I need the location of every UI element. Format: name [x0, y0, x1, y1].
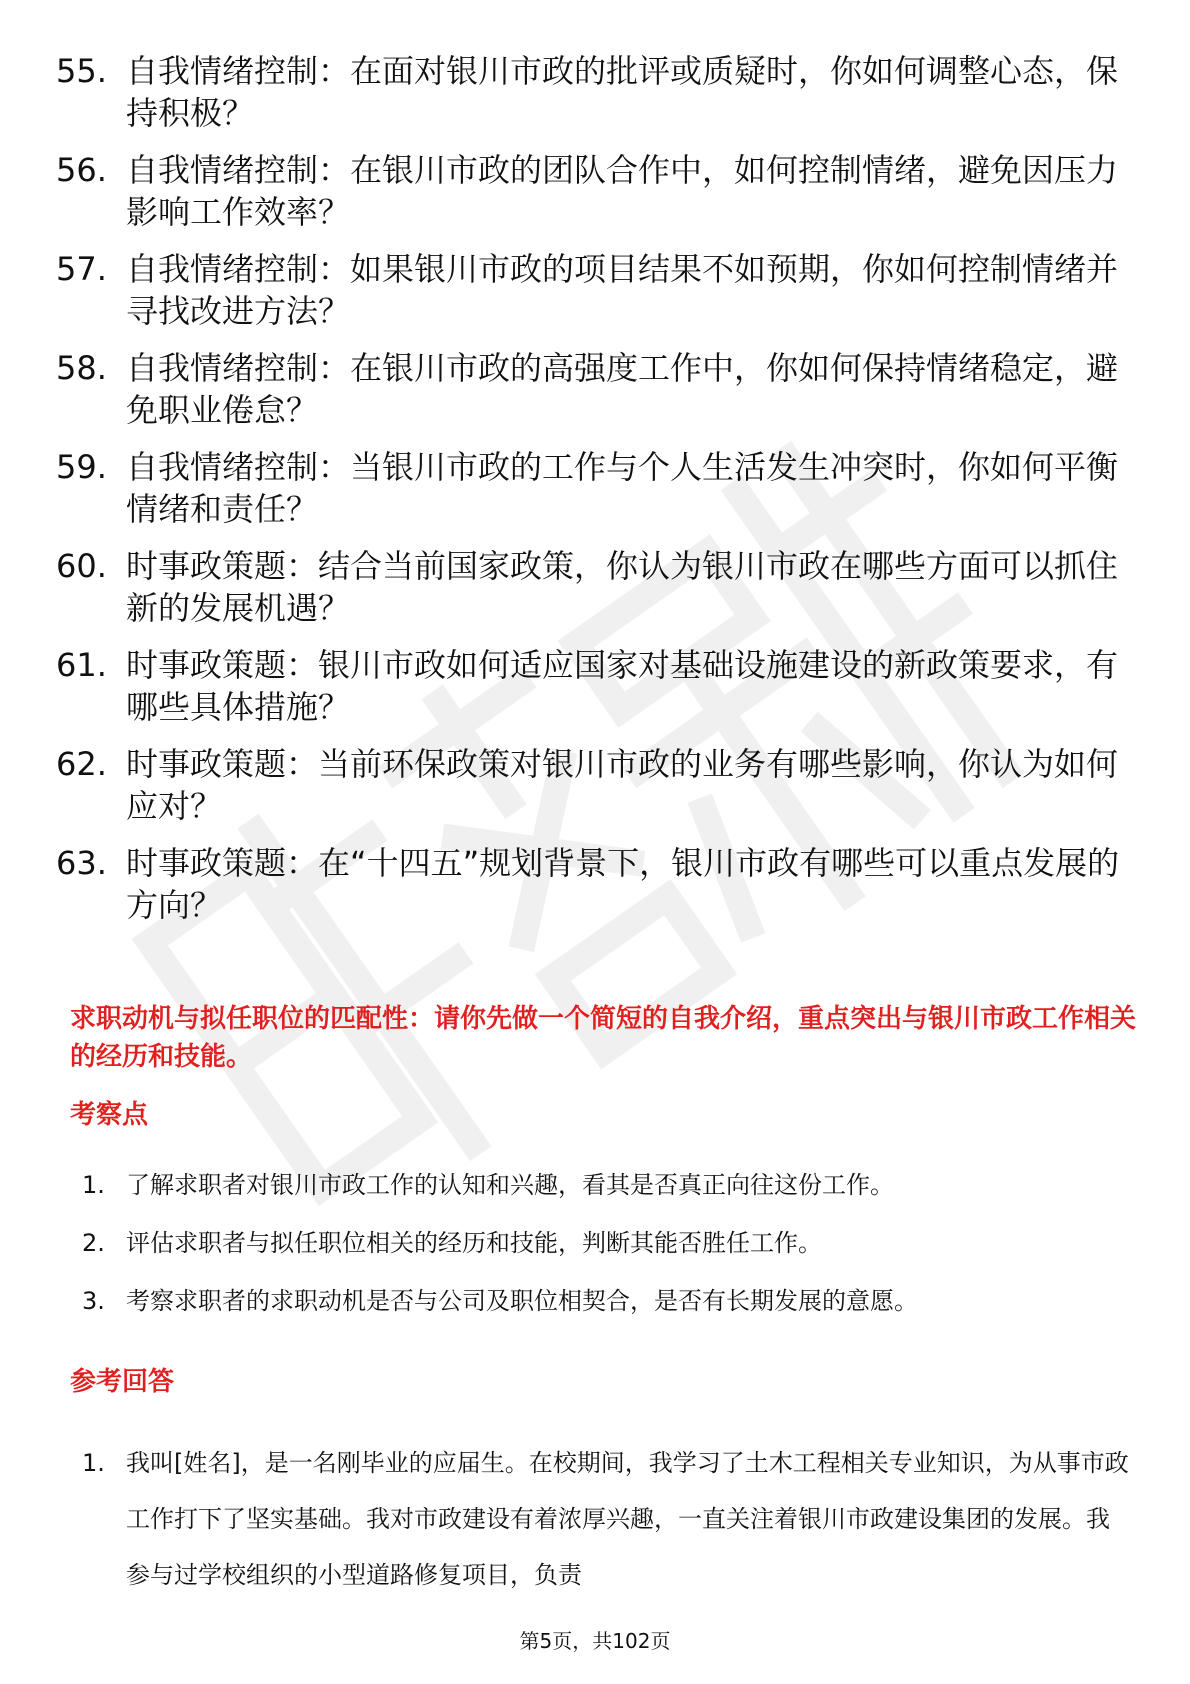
- list-item: [56, 644, 1136, 728]
- list-item: [82, 1226, 1132, 1260]
- item-number: 57.: [56, 250, 107, 288]
- item-number: 1.: [82, 1449, 105, 1477]
- item-text: 时事政策题：结合当前国家政策，你认为银川市政在哪些方面可以抓住新的发展机遇？: [126, 547, 1119, 627]
- item-text: 我叫[姓名]，是一名刚毕业的应届生。在校期间，我学习了土木工程相关专业知识，为从事市政工作打下了坚实基础。我对市政建设有着浓厚兴趣，一直关注着银川市政建设集团的发展。我参与过学校组织的小型道路修复项目，负责: [126, 1449, 1129, 1589]
- list-item: [56, 347, 1136, 431]
- page-footer: 第5页，共102页: [519, 1629, 671, 1653]
- list-item: [56, 842, 1136, 926]
- list-item: [82, 1168, 1132, 1202]
- item-number: 1.: [82, 1171, 105, 1199]
- item-text: 自我情绪控制：在面对银川市政的批评或质疑时，你如何调整心态，保持积极？: [126, 52, 1119, 132]
- section-title: 求职动机与拟任职位的匹配性：请你先做一个简短的自我介绍，重点突出与银川市政工作相关的经历和技能。: [70, 1004, 1137, 1072]
- item-number: 56.: [56, 151, 107, 189]
- list-item: [56, 545, 1136, 629]
- item-number: 59.: [56, 448, 107, 486]
- question-list: [56, 50, 1136, 941]
- item-text: 自我情绪控制：当银川市政的工作与个人生活发生冲突时，你如何平衡情绪和责任？: [126, 448, 1119, 528]
- item-number: 62.: [56, 745, 107, 783]
- item-number: 55.: [56, 52, 107, 90]
- item-text: 时事政策题：银川市政如何适应国家对基础设施建设的新政策要求，有哪些具体措施？: [126, 646, 1119, 726]
- answer-heading: 参考回答: [70, 1367, 175, 1397]
- item-text: 考察求职者的求职动机是否与公司及职位相契合，是否有长期发展的意愿。: [126, 1287, 918, 1315]
- examine-points-list: [82, 1168, 1132, 1342]
- list-item: [56, 50, 1136, 134]
- item-text: 时事政策题：当前环保政策对银川市政的业务有哪些影响，你认为如何应对？: [126, 745, 1119, 825]
- list-item: [82, 1284, 1132, 1318]
- item-number: 2.: [82, 1229, 105, 1257]
- list-item: [56, 743, 1136, 827]
- item-text: 评估求职者与拟任职位相关的经历和技能，判断其能否胜任工作。: [126, 1229, 822, 1257]
- list-item: [82, 1435, 1132, 1603]
- examine-heading: 考察点: [70, 1100, 149, 1130]
- answer-list: [82, 1435, 1132, 1603]
- item-text: 自我情绪控制：如果银川市政的项目结果不如预期，你如何控制情绪并寻找改进方法？: [126, 250, 1119, 330]
- item-text: 自我情绪控制：在银川市政的团队合作中，如何控制情绪，避免因压力影响工作效率？: [126, 151, 1119, 231]
- item-number: 63.: [56, 844, 107, 882]
- item-text: 自我情绪控制：在银川市政的高强度工作中，你如何保持情绪稳定，避免职业倦怠？: [126, 349, 1119, 429]
- list-item: [56, 446, 1136, 530]
- item-number: 58.: [56, 349, 107, 387]
- list-item: [56, 248, 1136, 332]
- item-text: 时事政策题：在“十四五”规划背景下，银川市政有哪些可以重点发展的方向？: [126, 844, 1120, 924]
- item-number: 60.: [56, 547, 107, 585]
- item-number: 3.: [82, 1287, 105, 1315]
- item-number: 61.: [56, 646, 107, 684]
- list-item: [56, 149, 1136, 233]
- item-text: 了解求职者对银川市政工作的认知和兴趣，看其是否真正向往这份工作。: [126, 1171, 894, 1199]
